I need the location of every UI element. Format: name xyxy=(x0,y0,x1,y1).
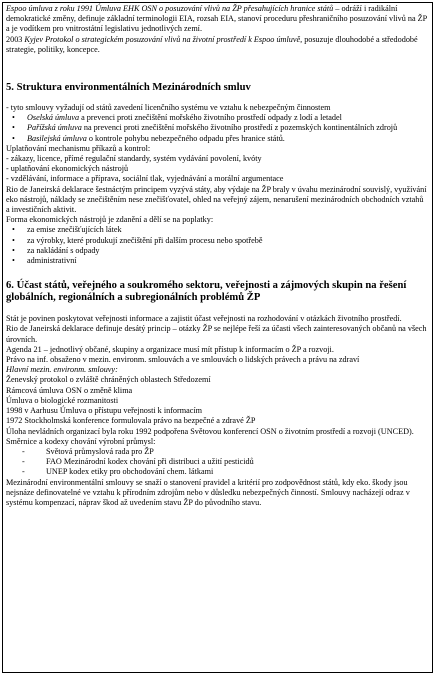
convention-item xyxy=(27,123,429,133)
text-line: Rámcová úmluva OSN o změně klima xyxy=(6,385,133,395)
fee-item: • za emise znečišťujících látek xyxy=(27,225,429,235)
text-line: Úloha nevládních organizací byla roku 1992 podpořena Světovou konferencí OSN o životním prostředí a rozvoji (UNCED). xyxy=(6,426,414,436)
fee-item: • za nakládání s odpady xyxy=(27,246,429,256)
text-line: - vzdělávání, informace a příprava, sociální tlak, vyjednávání a morální argumentace xyxy=(6,174,284,184)
section-5-lead: - tyto smlouvy vyžadují od států zavedení licenčního systému ve vztahu k nebezpečným činnostem xyxy=(6,103,331,113)
convention-name: Pařížská úmluva xyxy=(27,123,82,133)
document-page xyxy=(2,2,433,673)
convention-desc: a prevenci proti znečištění mořského životního prostředí odpady z lodí a letadel xyxy=(79,113,342,123)
closing-paragraph: Mezinárodní environmentální smlouvy se snaží o stanovení pravidel a kritérií pro zodpovědnost států, kdy eko. škody jsou nejsnáze definovatelné ve vztahu k přírodním zdrojům nebo v důsledku nebezpečných činností. Smlouvy nacházejí odraz v systému kompenzací, náprav škod až uvedením stavu ŽP do původního stavu. xyxy=(6,477,410,507)
text-line: Stát je povinen poskytovat veřejnosti informace a zajistit účast veřejnosti na rozhodování v otázkách životního prostředí. xyxy=(6,314,402,324)
industry-code-item: - Světová průmyslová rada pro ŽP xyxy=(46,447,429,457)
section-5-heading: 5. Struktura environmentálních Mezinárodních smluv xyxy=(6,82,251,94)
intro-block xyxy=(6,4,429,55)
text-line: Úmluva o biologické rozmanitosti xyxy=(6,395,119,405)
fee-list xyxy=(6,225,429,266)
espoo-text: – odráží i radikální demokratické změny, definuje základní terminologii EIA, rozsah EIA, stanoví proceduru přeshraničního posuzování vlivů na ŽP a je vodítkem pro vnitrostátní legislativu jednotlivých zemí. xyxy=(6,4,427,34)
text-line: Agenda 21 – jednotlivý občané, skupiny a organizace musí mít přístup k informacím o ŽP a rozvoji. xyxy=(6,344,334,354)
convention-list xyxy=(6,113,429,144)
section-6-heading: 6. Účast států, veřejného a soukromého sektoru, veřejnosti a zájmových skupin na řešení globálních, regionálních a subregionálních problémů ŽP xyxy=(6,280,407,304)
text-line: Směrnice a kodexy chování výrobní průmysl: xyxy=(6,436,156,446)
text-line: Uplatňování mechanismu příkazů a kontrol: xyxy=(6,143,151,153)
convention-item xyxy=(27,113,429,123)
fee-item: • za výrobky, které produkují znečištění při dalším procesu nebo spotřebě xyxy=(27,236,429,246)
espoo-title: Espoo úmluva z roku 1991 Úmluva EHK OSN o posuzování vlivů na ŽP přesahujících hranice států xyxy=(6,4,334,13)
text-line: - uplatňování ekonomických nástrojů xyxy=(6,164,129,174)
text-line: Právo na inf. obsaženo v mezin. environm. smlouvách a ve smlouvách o lidských právech a právu na zdraví xyxy=(6,355,360,365)
kyjev-title: Kyjev Protokol o strategickém posuzování vlivů na životní prostředí k Espoo úmluvě, xyxy=(24,34,303,44)
kyjev-year: 2003 xyxy=(6,34,25,44)
kyjev-paragraph xyxy=(6,35,429,55)
fee-item: • administrativní xyxy=(27,256,429,266)
convention-name: Oselská úmluva xyxy=(27,113,80,123)
espoo-paragraph xyxy=(6,4,429,35)
text-line: 1972 Stockholmská konference formulovala právo na bezpečné a zdravé ŽP xyxy=(6,416,256,426)
industry-code-item: - FAO Mezinárodní kodex chování při distribuci a užití pesticidů xyxy=(46,457,429,467)
convention-desc: na prevenci proti znečištění mořského životního prostředí z pozemských kontinentálních zdrojů xyxy=(81,123,398,133)
kyjev-text: posuzuje dlouhodobé a středodobé strategie, politiky, koncepce. xyxy=(6,34,418,54)
text-line: Ženevský protokol o zvláště chráněných oblastech Středozemí xyxy=(6,375,211,385)
convention-desc: o kontrole pohybu nebezpečného odpadu přes hranice států. xyxy=(86,133,285,143)
main-treaties-label: Hlavní mezin. environm. smlouvy: xyxy=(6,365,118,375)
convention-item xyxy=(27,134,429,144)
text-line: Rio de Janeirská deklarace definuje desátý princip – otázky ŽP se nejlépe řeší za účasti všech zainteresovaných občanů na všech úrovních. xyxy=(6,324,427,344)
text-line: 1998 v Aarhusu Úmluva o přístupu veřejnosti k informacím xyxy=(6,406,203,416)
industry-code-item: - UNEP kodex etiky pro obchodování chem. látkami xyxy=(46,467,429,477)
text-line: - zákazy, licence, přímé regulační standardy, systém vydávání povolení, kvóty xyxy=(6,154,262,164)
industry-codes-list xyxy=(6,447,429,478)
text-line: Rio de Janeirská deklarace šestnáctým principem vyzývá státy, aby výdaje na ŽP braly v úvahu mezinárodní souvislý, využívání eko nástrojů, náklady se znečištěním nese znečišťovatel, ohled na veřejný zájem, nenarušení mezinárodních obchodních vztahů a investičních aktivit. xyxy=(6,184,427,215)
convention-name: Basilejská úmluva xyxy=(27,133,87,143)
text-line: Forma ekonomických nástrojů je zdanění a dělí se na poplatky: xyxy=(6,215,214,225)
